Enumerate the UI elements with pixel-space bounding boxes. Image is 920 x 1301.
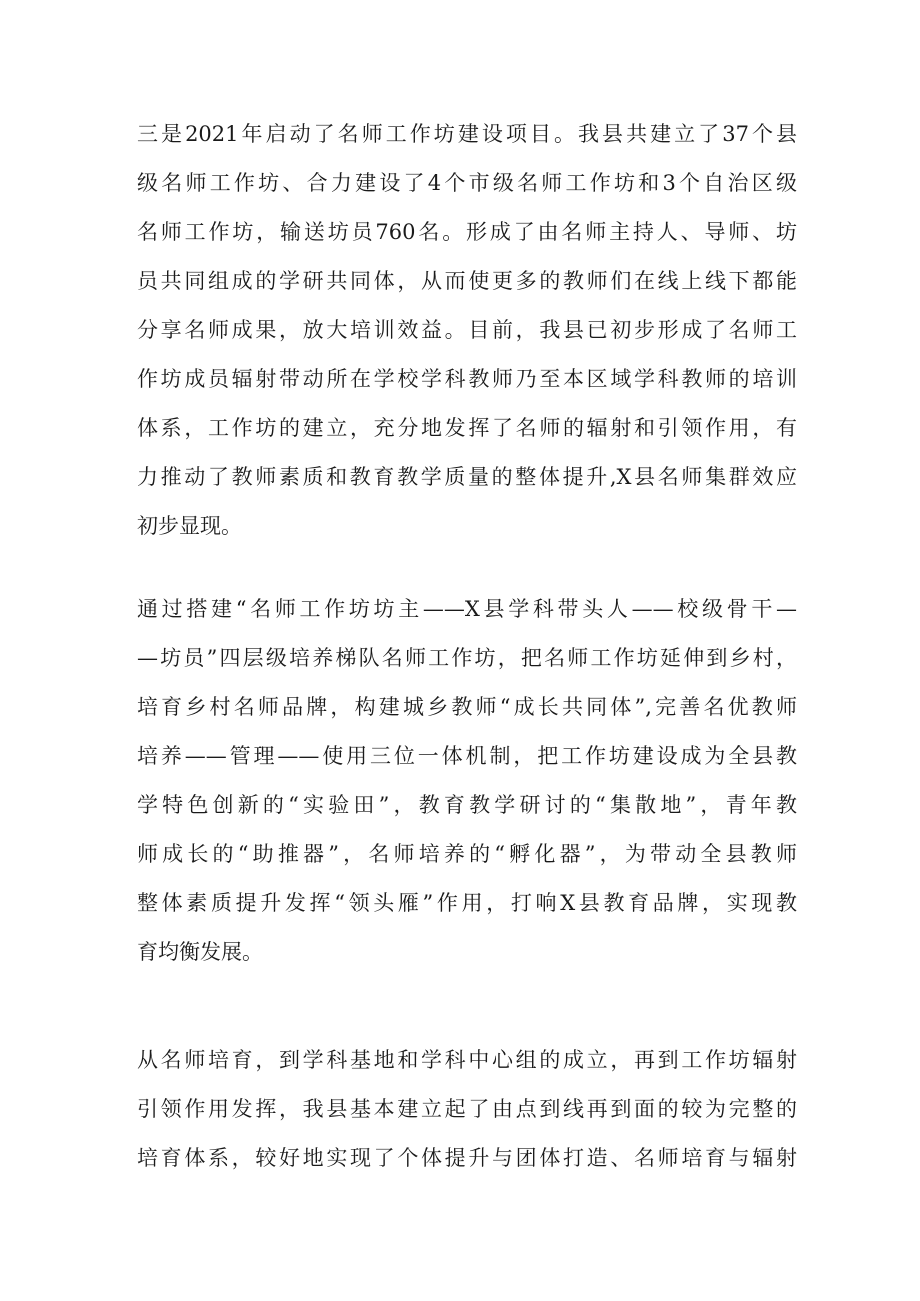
text-line: 员共同组成的学研共同体，从而使更多的教师们在线上线下都能 bbox=[137, 269, 797, 293]
text-line: 师成长的“助推器”，名师培养的“孵化器”，为带动全县教师 bbox=[137, 842, 797, 866]
text-line: 引领作用发挥，我县基本建立起了由点到线再到面的较为完整的 bbox=[137, 1097, 797, 1121]
text-line: 三是2021年启动了名师工作坊建设项目。我县共建立了37个县 bbox=[137, 122, 797, 146]
text-line: 初步显现。 bbox=[137, 514, 242, 538]
text-line: 整体素质提升发挥“领头雁”作用，打响X县教育品牌，实现教 bbox=[137, 891, 797, 915]
text-line: 育均衡发展。 bbox=[137, 940, 263, 964]
text-line: 学特色创新的“实验田”，教育教学研讨的“集散地”，青年教 bbox=[137, 793, 797, 817]
text-line: 级名师工作坊、合力建设了4个市级名师工作坊和3个自治区级 bbox=[137, 171, 797, 195]
text-line: 培育乡村名师品牌，构建城乡教师“成长共同体”,完善名优教师 bbox=[137, 695, 797, 719]
text-line: 名师工作坊，输送坊员760名。形成了由名师主持人、导师、坊 bbox=[137, 220, 797, 244]
text-line: 分享名师成果，放大培训效益。目前，我县已初步形成了名师工 bbox=[137, 318, 797, 342]
text-line: 力推动了教师素质和教育教学质量的整体提升,X县名师集群效应 bbox=[137, 465, 797, 489]
text-line: 体系，工作坊的建立，充分地发挥了名师的辐射和引领作用，有 bbox=[137, 416, 797, 440]
paragraph-2 bbox=[137, 585, 797, 977]
text-line: 作坊成员辐射带动所在学校学科教师乃至本区域学科教师的培训 bbox=[137, 367, 797, 391]
text-line: 从名师培育，到学科基地和学科中心组的成立，再到工作坊辐射 bbox=[137, 1048, 797, 1072]
paragraph-1 bbox=[137, 110, 797, 551]
text-line: 培养——管理——使用三位一体机制，把工作坊建设成为全县教 bbox=[137, 744, 797, 768]
text-line: 培育体系，较好地实现了个体提升与团体打造、名师培育与辐射 bbox=[137, 1146, 797, 1170]
text-line: 通过搭建“名师工作坊坊主——X县学科带头人——校级骨干— bbox=[137, 597, 797, 621]
paragraph-3 bbox=[137, 1036, 797, 1183]
text-line: —坊员”四层级培养梯队名师工作坊，把名师工作坊延伸到乡村， bbox=[137, 646, 797, 670]
